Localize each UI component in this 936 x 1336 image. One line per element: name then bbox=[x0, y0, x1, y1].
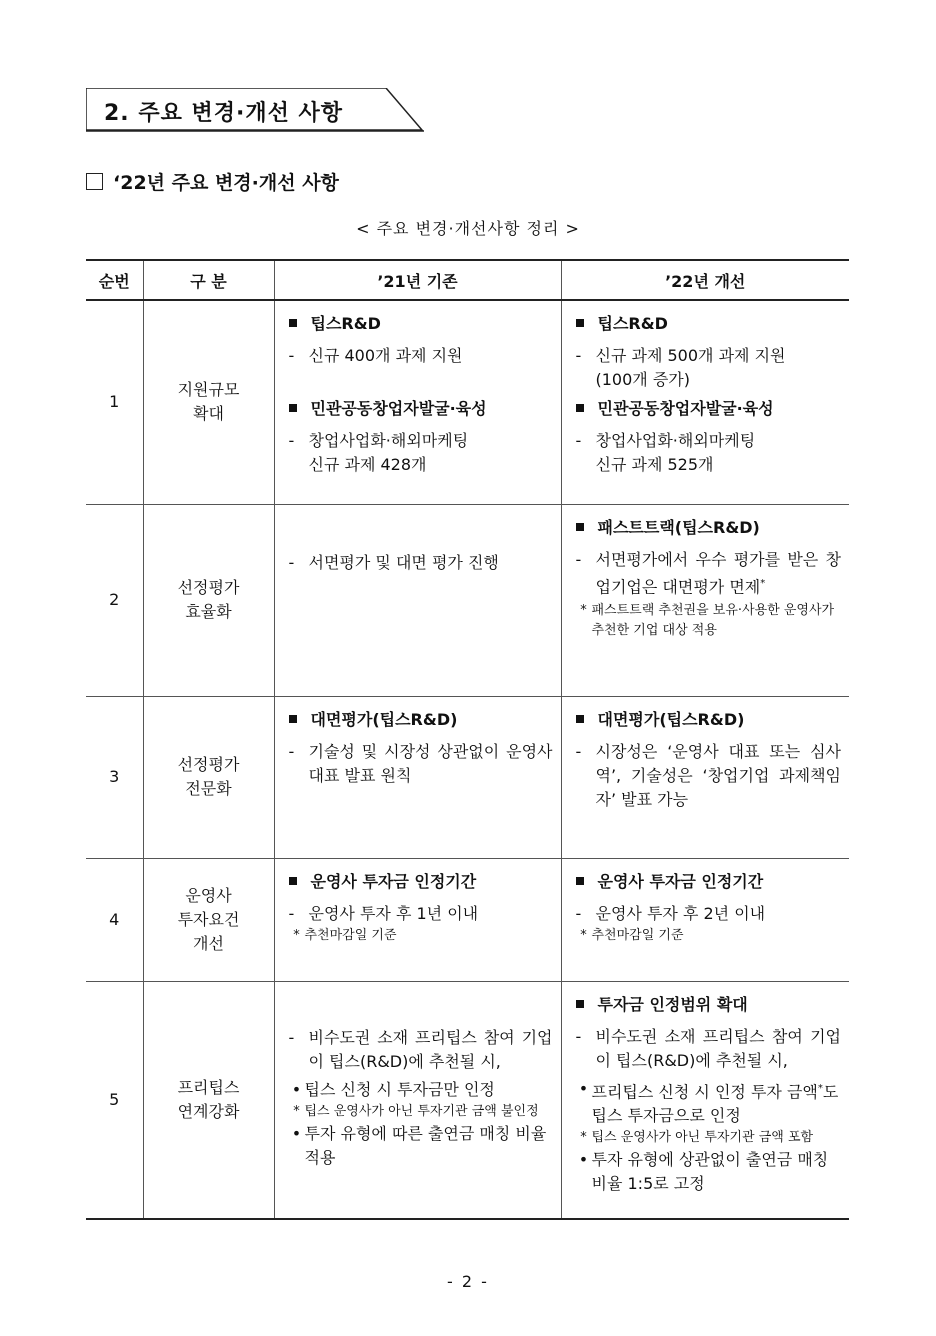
old-cell bbox=[274, 858, 561, 981]
row-category bbox=[143, 504, 274, 696]
subheading bbox=[86, 168, 339, 195]
category-line: 개선 bbox=[193, 933, 224, 953]
square-bullet-icon bbox=[576, 404, 584, 412]
header-new: ’22년 개선 bbox=[561, 260, 849, 300]
table-row bbox=[86, 696, 849, 858]
section-title-box bbox=[86, 88, 424, 132]
item-heading: 민관공동창업자발굴·육성 bbox=[289, 396, 553, 419]
row-category bbox=[143, 696, 274, 858]
item-heading: 팁스R&D bbox=[576, 311, 842, 334]
dash-item: - 운영사 투자 후 2년 이내 bbox=[575, 903, 766, 923]
table-row bbox=[86, 858, 849, 981]
dash-item: - 비수도권 소재 프리팁스 참여 기업이 팁스(R&D)에 추천될 시, bbox=[575, 1026, 841, 1070]
dash-item: - 창업사업화·해외마케팅 신규 과제 525개 bbox=[575, 431, 756, 474]
header-no: 순번 bbox=[86, 260, 143, 300]
item-heading: 대면평가(팁스R&D) bbox=[576, 707, 842, 730]
table-row bbox=[86, 300, 849, 504]
note: * 추천마감일 기준 bbox=[580, 927, 684, 943]
category-line: 투자요건 bbox=[177, 909, 240, 929]
row-category bbox=[143, 300, 274, 504]
new-cell bbox=[561, 981, 849, 1219]
item-heading: 투자금 인정범위 확대 bbox=[576, 992, 842, 1015]
square-bullet-icon bbox=[289, 715, 297, 723]
category-line: 효율화 bbox=[185, 602, 232, 621]
checkbox-icon bbox=[86, 173, 103, 190]
category-line: 운영사 bbox=[185, 885, 232, 905]
bullet-item: • 투자 유형에 상관없이 출연금 매칭 비율 1:5로 고정 bbox=[578, 1149, 829, 1193]
square-bullet-icon bbox=[576, 523, 584, 531]
square-bullet-icon bbox=[289, 319, 297, 327]
header-category: 구 분 bbox=[143, 260, 274, 300]
old-cell bbox=[274, 696, 561, 858]
category-line: 프리팁스 bbox=[177, 1077, 240, 1097]
dash-item: - 신규 400개 과제 지원 bbox=[288, 346, 463, 365]
row-number: 2 bbox=[86, 504, 143, 696]
new-cell bbox=[561, 696, 849, 858]
dash-item: - 기술성 및 시장성 상관없이 운영사 대표 발표 원칙 bbox=[288, 741, 553, 785]
bullet-item: • 팁스 신청 시 투자금만 인정 bbox=[291, 1079, 495, 1099]
dash-item: - 비수도권 소재 프리팁스 참여 기업이 팁스(R&D)에 추천될 시, bbox=[288, 1027, 553, 1071]
bullet-item: • 프리팁스 신청 시 인정 투자 금액*도 팁스 투자금으로 인정 bbox=[578, 1078, 839, 1125]
new-cell bbox=[561, 504, 849, 696]
table-row bbox=[86, 981, 849, 1219]
note: * 패스트트랙 추천권을 보유·사용한 운영사가 추천한 기업 대상 적용 bbox=[580, 602, 835, 638]
row-category bbox=[143, 858, 274, 981]
square-bullet-icon bbox=[576, 319, 584, 327]
note: * 추천마감일 기준 bbox=[293, 927, 397, 943]
row-category bbox=[143, 981, 274, 1219]
category-line: 확대 bbox=[193, 404, 224, 424]
item-heading: 운영사 투자금 인정기간 bbox=[576, 869, 842, 892]
row-number: 4 bbox=[86, 858, 143, 981]
dash-item: - 운영사 투자 후 1년 이내 bbox=[288, 903, 479, 923]
item-heading: 민관공동창업자발굴·육성 bbox=[576, 396, 842, 419]
category-line: 연계강화 bbox=[177, 1101, 240, 1121]
note: * 팁스 운영사가 아닌 투자기관 금액 포함 bbox=[580, 1129, 814, 1145]
new-cell bbox=[561, 300, 849, 504]
row-number: 5 bbox=[86, 981, 143, 1219]
item-heading: 패스트트랙(팁스R&D) bbox=[576, 515, 842, 538]
dash-item: - 시장성은 ‘운영사 대표 또는 심사역’, 기술성은 ‘창업기업 과제책임자’ 발표 가능 bbox=[575, 741, 841, 809]
item-heading: 대면평가(팁스R&D) bbox=[289, 707, 553, 730]
old-cell bbox=[274, 300, 561, 504]
category-line: 선정평가 bbox=[177, 755, 240, 774]
item-heading: 운영사 투자금 인정기간 bbox=[289, 869, 553, 892]
note: * 팁스 운영사가 아닌 투자기관 금액 불인정 bbox=[293, 1103, 539, 1119]
category-line: 전문화 bbox=[185, 779, 232, 798]
square-bullet-icon bbox=[576, 1000, 584, 1008]
dash-item: - 신규 과제 500개 과제 지원 (100개 증가) bbox=[575, 346, 786, 389]
header-old: ’21년 기존 bbox=[274, 260, 561, 300]
row-number: 3 bbox=[86, 696, 143, 858]
new-cell bbox=[561, 858, 849, 981]
old-cell bbox=[274, 504, 561, 696]
table-header-row bbox=[86, 260, 849, 300]
table-caption: < 주요 변경·개선사항 정리 > bbox=[356, 219, 580, 238]
dash-item: - 서면평가 및 대면 평가 진행 bbox=[288, 552, 499, 572]
square-bullet-icon bbox=[289, 404, 297, 412]
item-heading: 팁스R&D bbox=[289, 311, 553, 334]
table-row bbox=[86, 504, 849, 696]
square-bullet-icon bbox=[576, 877, 584, 885]
square-bullet-icon bbox=[576, 715, 584, 723]
old-cell bbox=[274, 981, 561, 1219]
dash-item: - 창업사업화·해외마케팅 신규 과제 428개 bbox=[288, 431, 469, 474]
changes-table bbox=[86, 259, 849, 1220]
category-line: 선정평가 bbox=[177, 578, 240, 597]
square-bullet-icon bbox=[289, 877, 297, 885]
bullet-item: • 투자 유형에 따른 출연금 매칭 비율 적용 bbox=[291, 1123, 547, 1167]
category-line: 지원규모 bbox=[177, 380, 240, 400]
row-number: 1 bbox=[86, 300, 143, 504]
page-number: - 2 - bbox=[447, 1272, 489, 1291]
dash-item: - 서면평가에서 우수 평가를 받은 창업기업은 대면평가 면제* bbox=[575, 549, 841, 596]
subheading-text: ‘22년 주요 변경·개선 사항 bbox=[113, 172, 339, 194]
section-title: 2. 주요 변경·개선 사항 bbox=[104, 101, 344, 126]
